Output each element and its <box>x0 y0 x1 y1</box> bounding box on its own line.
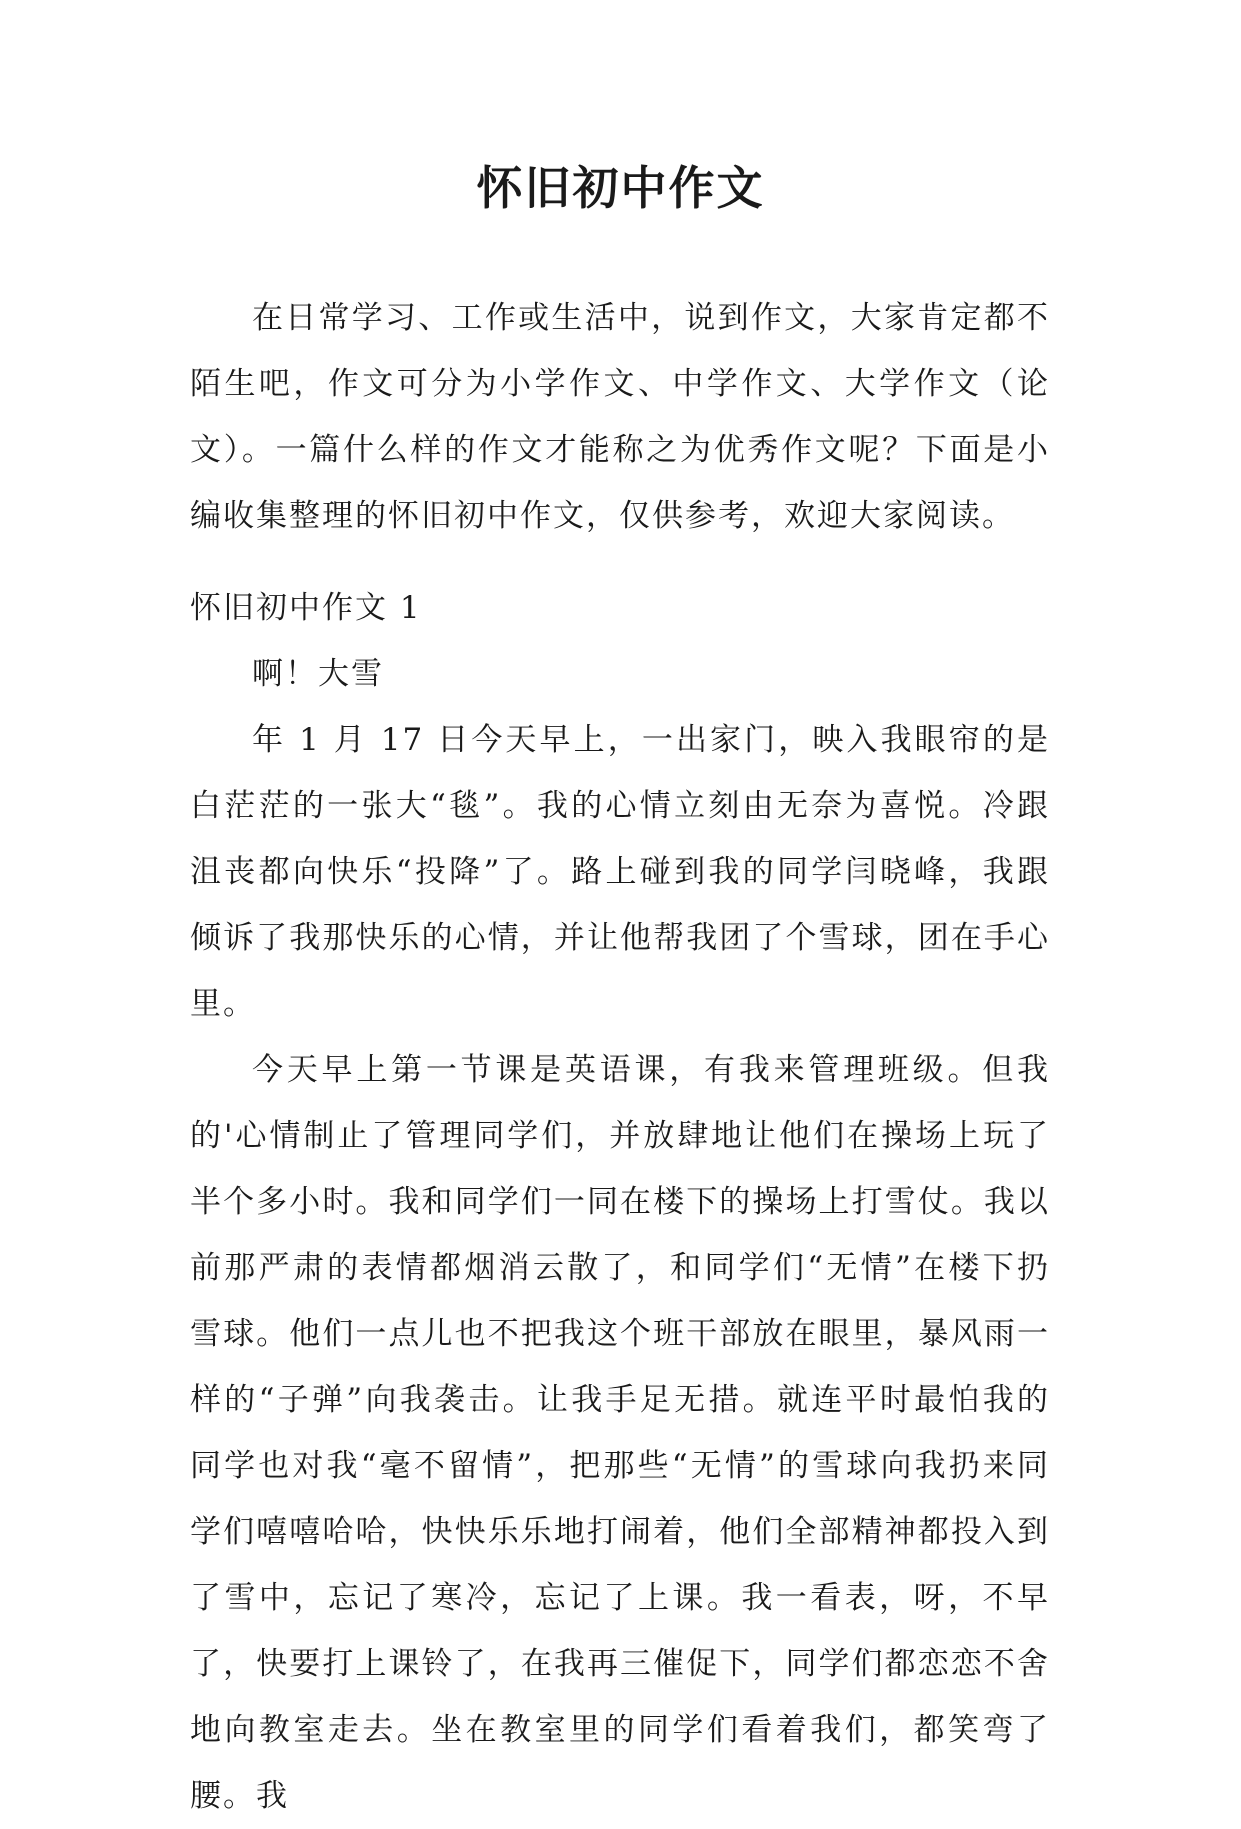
document-title: 怀旧初中作文 <box>476 161 765 215</box>
section-heading: 怀旧初中作文 1 <box>190 590 422 626</box>
essay-paragraph: 今天早上第一节课是英语课，有我来管理班级。但我的'心情制止了管理同学们，并放肆地让他们在操场上玩了半个多小时。我和同学们一同在楼下的操场上打雪仗。我以前那严肃的表情都烟消云散了，和同学们“无情”在楼下扔雪球。他们一点儿也不把我这个班干部放在眼里，暴风雨一样的“子弹”向我袭击。让我手足无措。就连平时最怕我的同学也对我“毫不留情”，把那些“无情”的雪球向我扔来同学们嘻嘻哈哈，快快乐乐地打闹着，他们全部精神都投入到了雪中，忘记了寒冷，忘记了上课。我一看表，呀，不早了，快要打上课铃了，在我再三催促下，同学们都恋恋不舍地向教室走去。坐在教室里的同学们看着我们，都笑弯了腰。我 <box>190 1052 1050 1814</box>
intro-paragraph: 在日常学习、工作或生活中，说到作文，大家肯定都不陌生吧，作文可分为小学作文、中学作文、大学作文（论文）。一篇什么样的作文才能称之为优秀作文呢？下面是小编收集整理的怀旧初中作文，仅供参考，欢迎大家阅读。 <box>190 300 1050 534</box>
intro-block <box>190 285 1050 549</box>
essay-section-1 <box>190 575 1050 1829</box>
essay-subtitle: 啊！大雪 <box>252 656 384 692</box>
essay-paragraph: 年 1 月 17 日今天早上，一出家门，映入我眼帘的是白茫茫的一张大“毯”。我的心情立刻由无奈为喜悦。冷跟沮丧都向快乐“投降”了。路上碰到我的同学闫晓峰，我跟倾诉了我那快乐的心情，并让他帮我团了个雪球，团在手心里。 <box>190 722 1050 1022</box>
